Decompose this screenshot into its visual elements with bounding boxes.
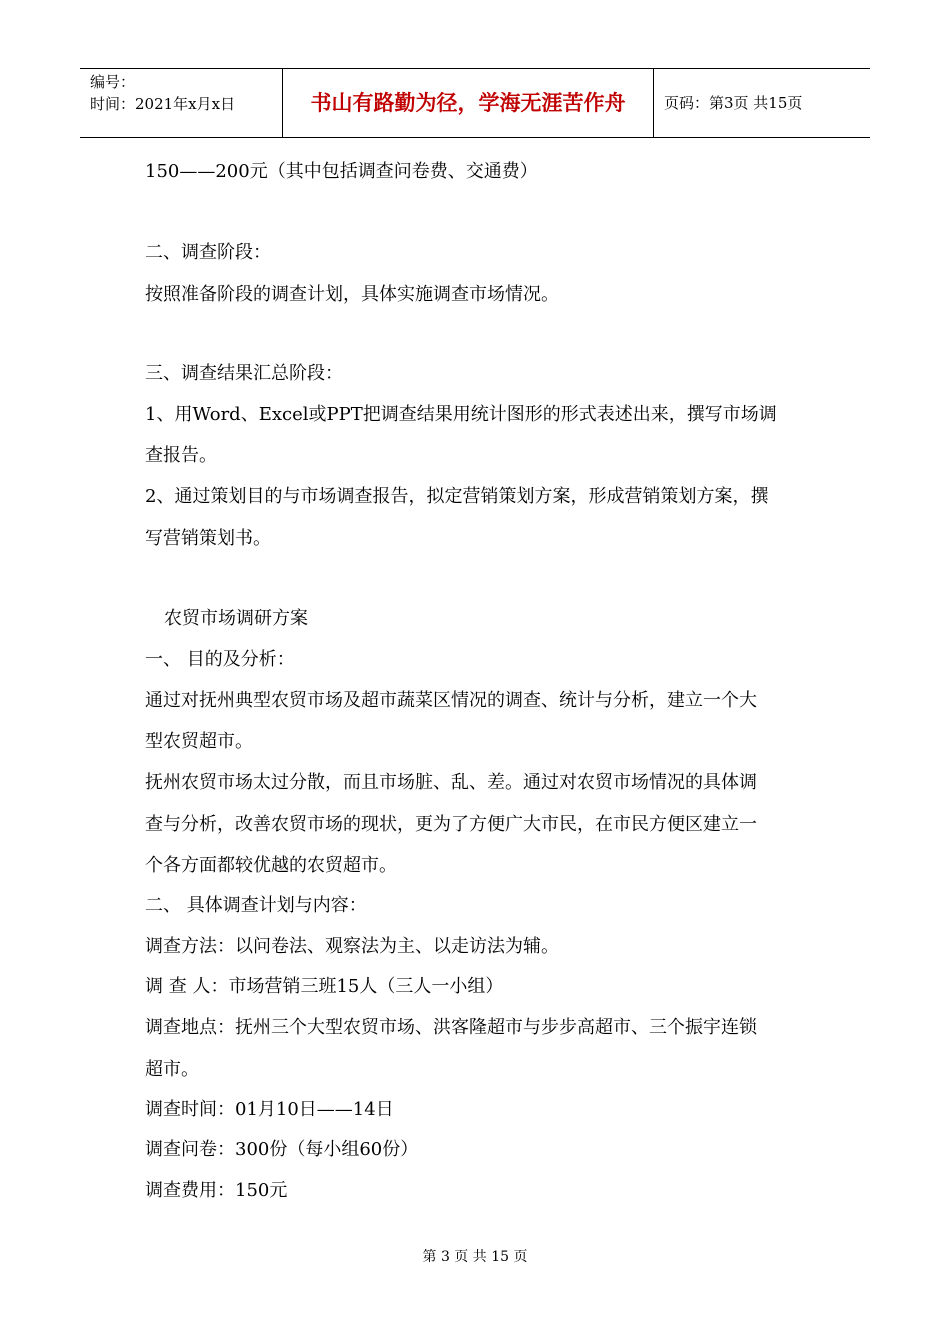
section-heading: 二、调查阶段：	[145, 242, 271, 263]
plan-item: 调查费用：150元	[145, 1180, 288, 1201]
paragraph-line: 查与分析，改善农贸市场的现状，更为了方便广大市民，在市民方便区建立一	[145, 814, 757, 835]
document-number-label: 编号：	[90, 73, 136, 91]
section-heading: 三、调查结果汇总阶段：	[145, 363, 343, 384]
header-page-info: 页码：第3页 共15页	[664, 94, 803, 112]
plan-item: 调查方法：以问卷法、观察法为主、以走访法为辅。	[145, 936, 559, 957]
plan-item: 调查时间：01月10日——14日	[145, 1099, 394, 1120]
paragraph-line: 通过对抚州典型农贸市场及超市蔬菜区情况的调查、统计与分析，建立一个大	[145, 690, 757, 711]
paragraph-line: 抚州农贸市场太过分散，而且市场脏、乱、差。通过对农贸市场情况的具体调	[145, 772, 757, 793]
plan-item: 调查问卷：300份（每小组60份）	[145, 1139, 419, 1160]
document-title: 农贸市场调研方案	[164, 608, 308, 629]
section-heading: 二、 具体调查计划与内容：	[145, 895, 367, 916]
paragraph-line: 查报告。	[145, 445, 217, 466]
paragraph-line: 写营销策划书。	[145, 528, 271, 549]
plan-item: 调 查 人：市场营销三班15人（三人一小组）	[145, 976, 504, 997]
page-header	[80, 68, 870, 138]
paragraph-line: 2、通过策划目的与市场调查报告，拟定营销策划方案，形成营销策划方案，撰	[145, 486, 769, 507]
paragraph-line: 按照准备阶段的调查计划，具体实施调查市场情况。	[145, 284, 559, 305]
document-date: 时间：2021年x月x日	[90, 95, 236, 113]
paragraph-line: 型农贸超市。	[145, 731, 253, 752]
header-motto: 书山有路勤为径，学海无涯苦作舟	[282, 69, 654, 137]
plan-item: 超市。	[145, 1059, 199, 1080]
paragraph-line: 1、用Word、Excel或PPT把调查结果用统计图形的形式表述出来，撰写市场调	[145, 404, 777, 425]
plan-item: 调查地点：抚州三个大型农贸市场、洪客隆超市与步步高超市、三个振宇连锁	[145, 1017, 757, 1038]
page-footer: 第 3 页 共 15 页	[422, 1249, 528, 1265]
cost-line: 150——200元（其中包括调查问卷费、交通费）	[145, 161, 538, 182]
paragraph-line: 个各方面都较优越的农贸超市。	[145, 855, 397, 876]
header-meta	[80, 69, 282, 137]
section-heading: 一、 目的及分析：	[145, 649, 295, 670]
